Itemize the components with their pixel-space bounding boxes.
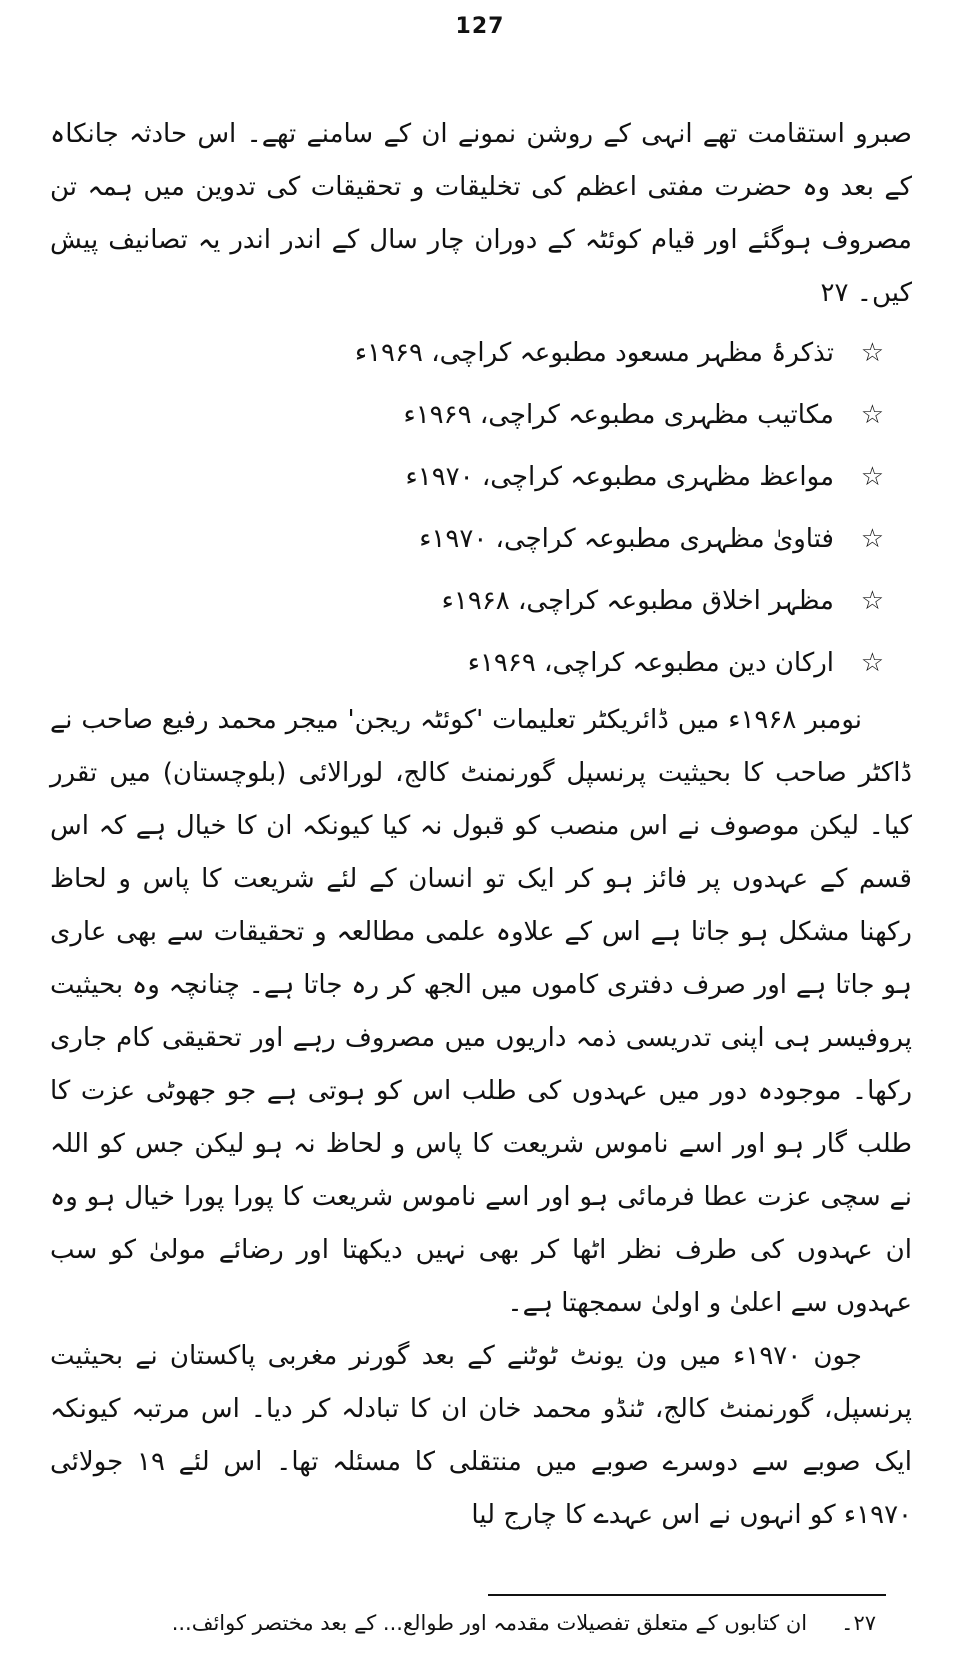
footnote xyxy=(14,1603,876,1643)
book-title: مکاتیب مظہری مطبوعہ کراچی، ۱۹۶۹ء xyxy=(403,400,834,430)
intro-paragraph: صبرو استقامت تھے انہی کے روشن نمونے ان کے سامنے تھے۔ اس حادثہ جانکاہ کے بعد وہ حضرت مفتی اعظم کی تخلیقات و تحقیقات کی تدوین میں ہمہ تن مصروف ہوگئے اور قیام کوئٹہ کے دوران چار سال کے اندر اندر یہ تصانیف پیش کیں۔ ۲۷ xyxy=(50,119,912,308)
book-list-item xyxy=(50,446,884,508)
star-icon: ☆ xyxy=(860,400,884,430)
paragraph-appointment: نومبر ۱۹۶۸ء میں ڈائریکٹر تعلیمات 'کوئٹہ ریجن' میجر محمد رفیع صاحب نے ڈاکٹر صاحب کا بحیثیت پرنسپل گورنمنٹ کالج، لورالائی (بلوچستان) میں تقرر کیا۔ لیکن موصوف نے اس منصب کو قبول نہ کیا کیونکہ ان کا خیال ہے کہ اس قسم کے عہدوں پر فائز ہو کر ایک تو انسان کے لئے شریعت کا پاس و لحاظ رکھنا مشکل ہو جاتا ہے اس کے علاوہ علمی مطالعہ و تحقیقات سے بھی عاری ہو جاتا ہے اور صرف دفتری کاموں میں الجھ کر رہ جاتا ہے۔ چنانچہ وہ بحیثیت پروفیسر ہی اپنی تدریسی ذمہ داریوں میں مصروف رہے اور تحقیقی کام جاری رکھا۔ موجودہ دور میں عہدوں کی طلب اس کو ہوتی ہے جو جھوٹی عزت کا طلب گار ہو اور اسے ناموس شریعت کا پاس و لحاظ نہ ہو لیکن جس کو اللہ نے سچی عزت عطا فرمائی ہو اور اسے ناموس شریعت کا پورا پورا خیال ہو وہ ان عہدوں کی طرف نظر اٹھا کر بھی نہیں دیکھتا اور رضائے مولیٰ کو سب عہدوں سے اعلیٰ و اولیٰ سمجھتا ہے۔ xyxy=(50,705,912,1318)
book-list xyxy=(50,322,912,694)
book-list-item xyxy=(50,384,884,446)
book-list-item xyxy=(50,570,884,632)
book-list-item xyxy=(50,322,884,384)
star-icon: ☆ xyxy=(860,524,884,554)
book-list-item xyxy=(50,508,884,570)
book-title: مواعظ مظہری مطبوعہ کراچی، ۱۹۷۰ء xyxy=(405,462,834,492)
star-icon: ☆ xyxy=(860,648,884,678)
star-icon: ☆ xyxy=(860,338,884,368)
book-title: فتاویٰ مظہری مطبوعہ کراچی، ۱۹۷۰ء xyxy=(419,524,834,554)
footnote-marker: ۲۷۔ xyxy=(841,1611,876,1635)
star-icon: ☆ xyxy=(860,586,884,616)
footnote-text: ان کتابوں کے متعلق تفصیلات مقدمہ اور طوالع... کے بعد مختصر کوائف... xyxy=(171,1611,808,1635)
book-title: مظہر اخلاق مطبوعہ کراچی، ۱۹۶۸ء xyxy=(441,586,834,616)
star-icon: ☆ xyxy=(860,462,884,492)
book-title: تذکرۂ مظہر مسعود مطبوعہ کراچی، ۱۹۶۹ء xyxy=(354,338,834,368)
book-list-item xyxy=(50,632,884,694)
paragraph-transfer: جون ۱۹۷۰ء میں ون یونٹ ٹوٹنے کے بعد گورنر مغربی پاکستان نے بحیثیت پرنسپل، گورنمنٹ کالج، ٹنڈو محمد خان ان کا تبادلہ کر دیا۔ اس مرتبہ کیونکہ ایک صوبے سے دوسرے صوبے میں منتقلی کا مسئلہ تھا۔ اس لئے ۱۹ جولائی ۱۹۷۰ء کو انہوں نے اس عہدے کا چارج لیا xyxy=(50,1341,912,1530)
book-title: ارکان دین مطبوعہ کراچی، ۱۹۶۹ء xyxy=(467,648,834,678)
page-number: 127 xyxy=(455,14,505,39)
page-body xyxy=(50,108,912,1542)
footnote-divider xyxy=(488,1594,886,1596)
